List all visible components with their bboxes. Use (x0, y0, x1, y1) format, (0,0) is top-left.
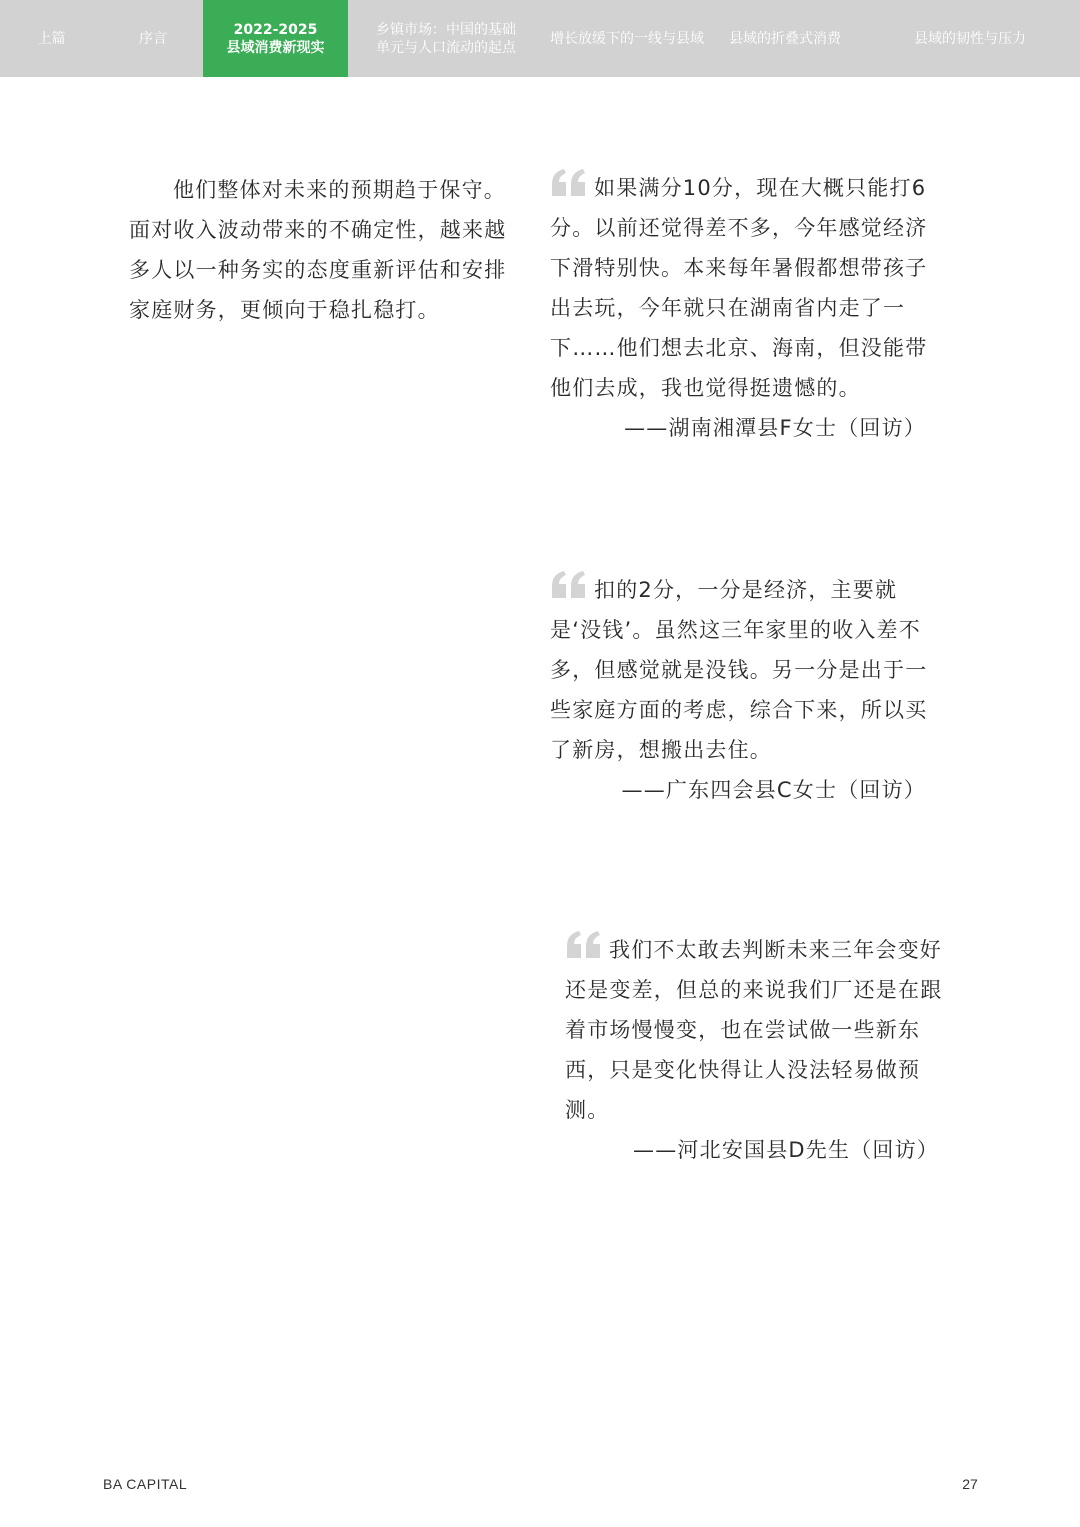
tab-township-market[interactable] (348, 0, 544, 77)
quote-text: 我们不太敢去判断未来三年会变好还是变差，但总的来说我们厂还是在跟着市场慢慢变，也在尝试做一些新东西，只是变化快得让人没法轻易做预测。 (565, 938, 943, 1122)
interview-quote-1 (550, 168, 942, 448)
quote-mark-icon (550, 168, 590, 198)
footer-brand: BA CAPITAL (103, 1476, 188, 1492)
top-navigation (0, 0, 1080, 77)
tab-folded-consumption[interactable] (710, 0, 860, 77)
quote-mark-icon (550, 570, 590, 600)
tab-label: 序言 (139, 30, 167, 47)
tab-label: 县域的折叠式消费 (729, 30, 841, 47)
quote-attribution: ——湖南湘潭县F女士（回访） (624, 416, 926, 440)
tab-resilience-pressure[interactable] (860, 0, 1080, 77)
tab-preface[interactable] (103, 0, 203, 77)
tab-label-line2: 县域消费新现实 (226, 39, 325, 56)
quote-text: 扣的2分，一分是经济，主要就是‘没钱’。虽然这三年家里的收入差不多，但感觉就是没钱。另一分是出于一些家庭方面的考虑，综合下来，所以买了新房，想搬出去住。 (550, 578, 928, 762)
tab-label: 上篇 (37, 30, 66, 47)
tab-growth-slowdown[interactable] (544, 0, 710, 77)
page-number: 27 (962, 1476, 978, 1492)
interview-quote-3 (565, 930, 955, 1170)
interview-quote-2 (550, 570, 942, 810)
quote-attribution: ——河北安国县D先生（回访） (633, 1138, 939, 1162)
quote-attribution: ——广东四会县C女士（回访） (621, 778, 926, 802)
tab-part-one[interactable] (0, 0, 103, 77)
tab-label: 增长放缓下的一线与县域 (550, 30, 704, 47)
tab-label: 乡镇市场：中国的基础 (376, 21, 516, 38)
tab-label: 县域的韧性与压力 (914, 30, 1026, 47)
tab-county-consumption-reality[interactable] (203, 0, 348, 77)
intro-paragraph: 他们整体对未来的预期趋于保守。面对收入波动带来的不确定性，越来越多人以一种务实的态度重新评估和安排家庭财务，更倾向于稳扎稳打。 (129, 178, 507, 322)
quote-mark-icon (565, 930, 605, 960)
quote-text: 如果满分10分，现在大概只能打6分。以前还觉得差不多，今年感觉经济下滑特别快。本来每年暑假都想带孩子出去玩，今年就只在湖南省内走了一下……他们想去北京、海南，但没能带他们去成，我也觉得挺遗憾的。 (550, 176, 928, 400)
tab-label: 2022-2025 (233, 21, 318, 38)
tab-label-line2: 单元与人口流动的起点 (376, 39, 516, 56)
